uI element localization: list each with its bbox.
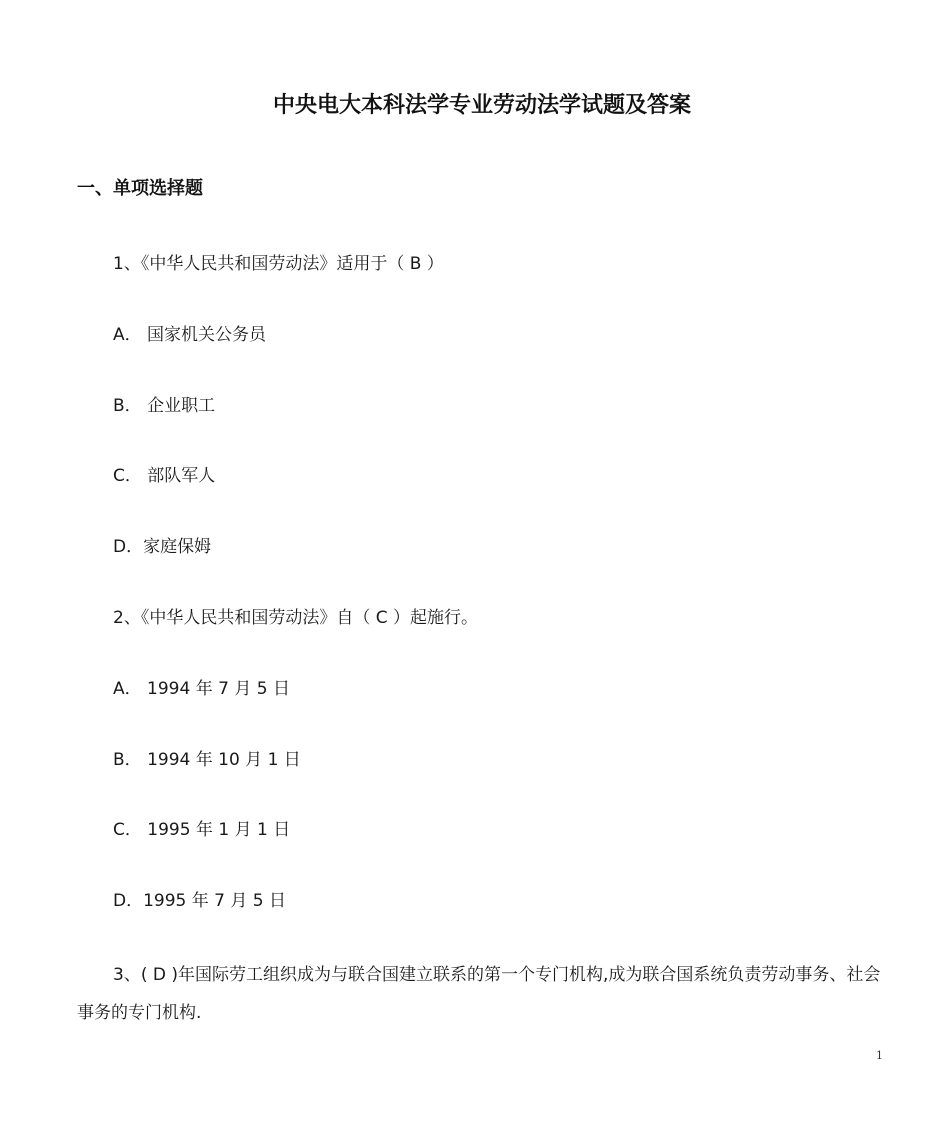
question-2-option-d: D．1995 年 7 月 5 日: [113, 891, 287, 911]
question-1-option-d: D．家庭保姆: [113, 537, 212, 557]
question-2: 2、《中华人民共和国劳动法》自（ C ）起施行。: [113, 608, 478, 628]
question-2-option-c: C． 1995 年 1 月 1 日: [113, 820, 291, 840]
question-3: 3、( D )年国际劳工组织成为与联合国建立联系的第一个专门机构,成为联合国系统负责劳动事务、社会事务的专门机构.: [77, 965, 881, 1023]
question-1-option-c: C． 部队军人: [113, 466, 216, 486]
document-title: 中央电大本科法学专业劳动法学试题及答案: [272, 93, 691, 118]
section-heading: 一、单项选择题: [77, 178, 203, 199]
question-1: 1、《中华人民共和国劳动法》适用于（ B ）: [113, 254, 444, 274]
page-number: 1: [876, 1049, 883, 1062]
question-1-option-a: A． 国家机关公务员: [113, 325, 267, 345]
question-1-option-b: B． 企业职工: [113, 396, 216, 416]
question-2-option-a: A． 1994 年 7 月 5 日: [113, 679, 290, 699]
question-2-option-b: B． 1994 年 10 月 1 日: [113, 750, 301, 770]
